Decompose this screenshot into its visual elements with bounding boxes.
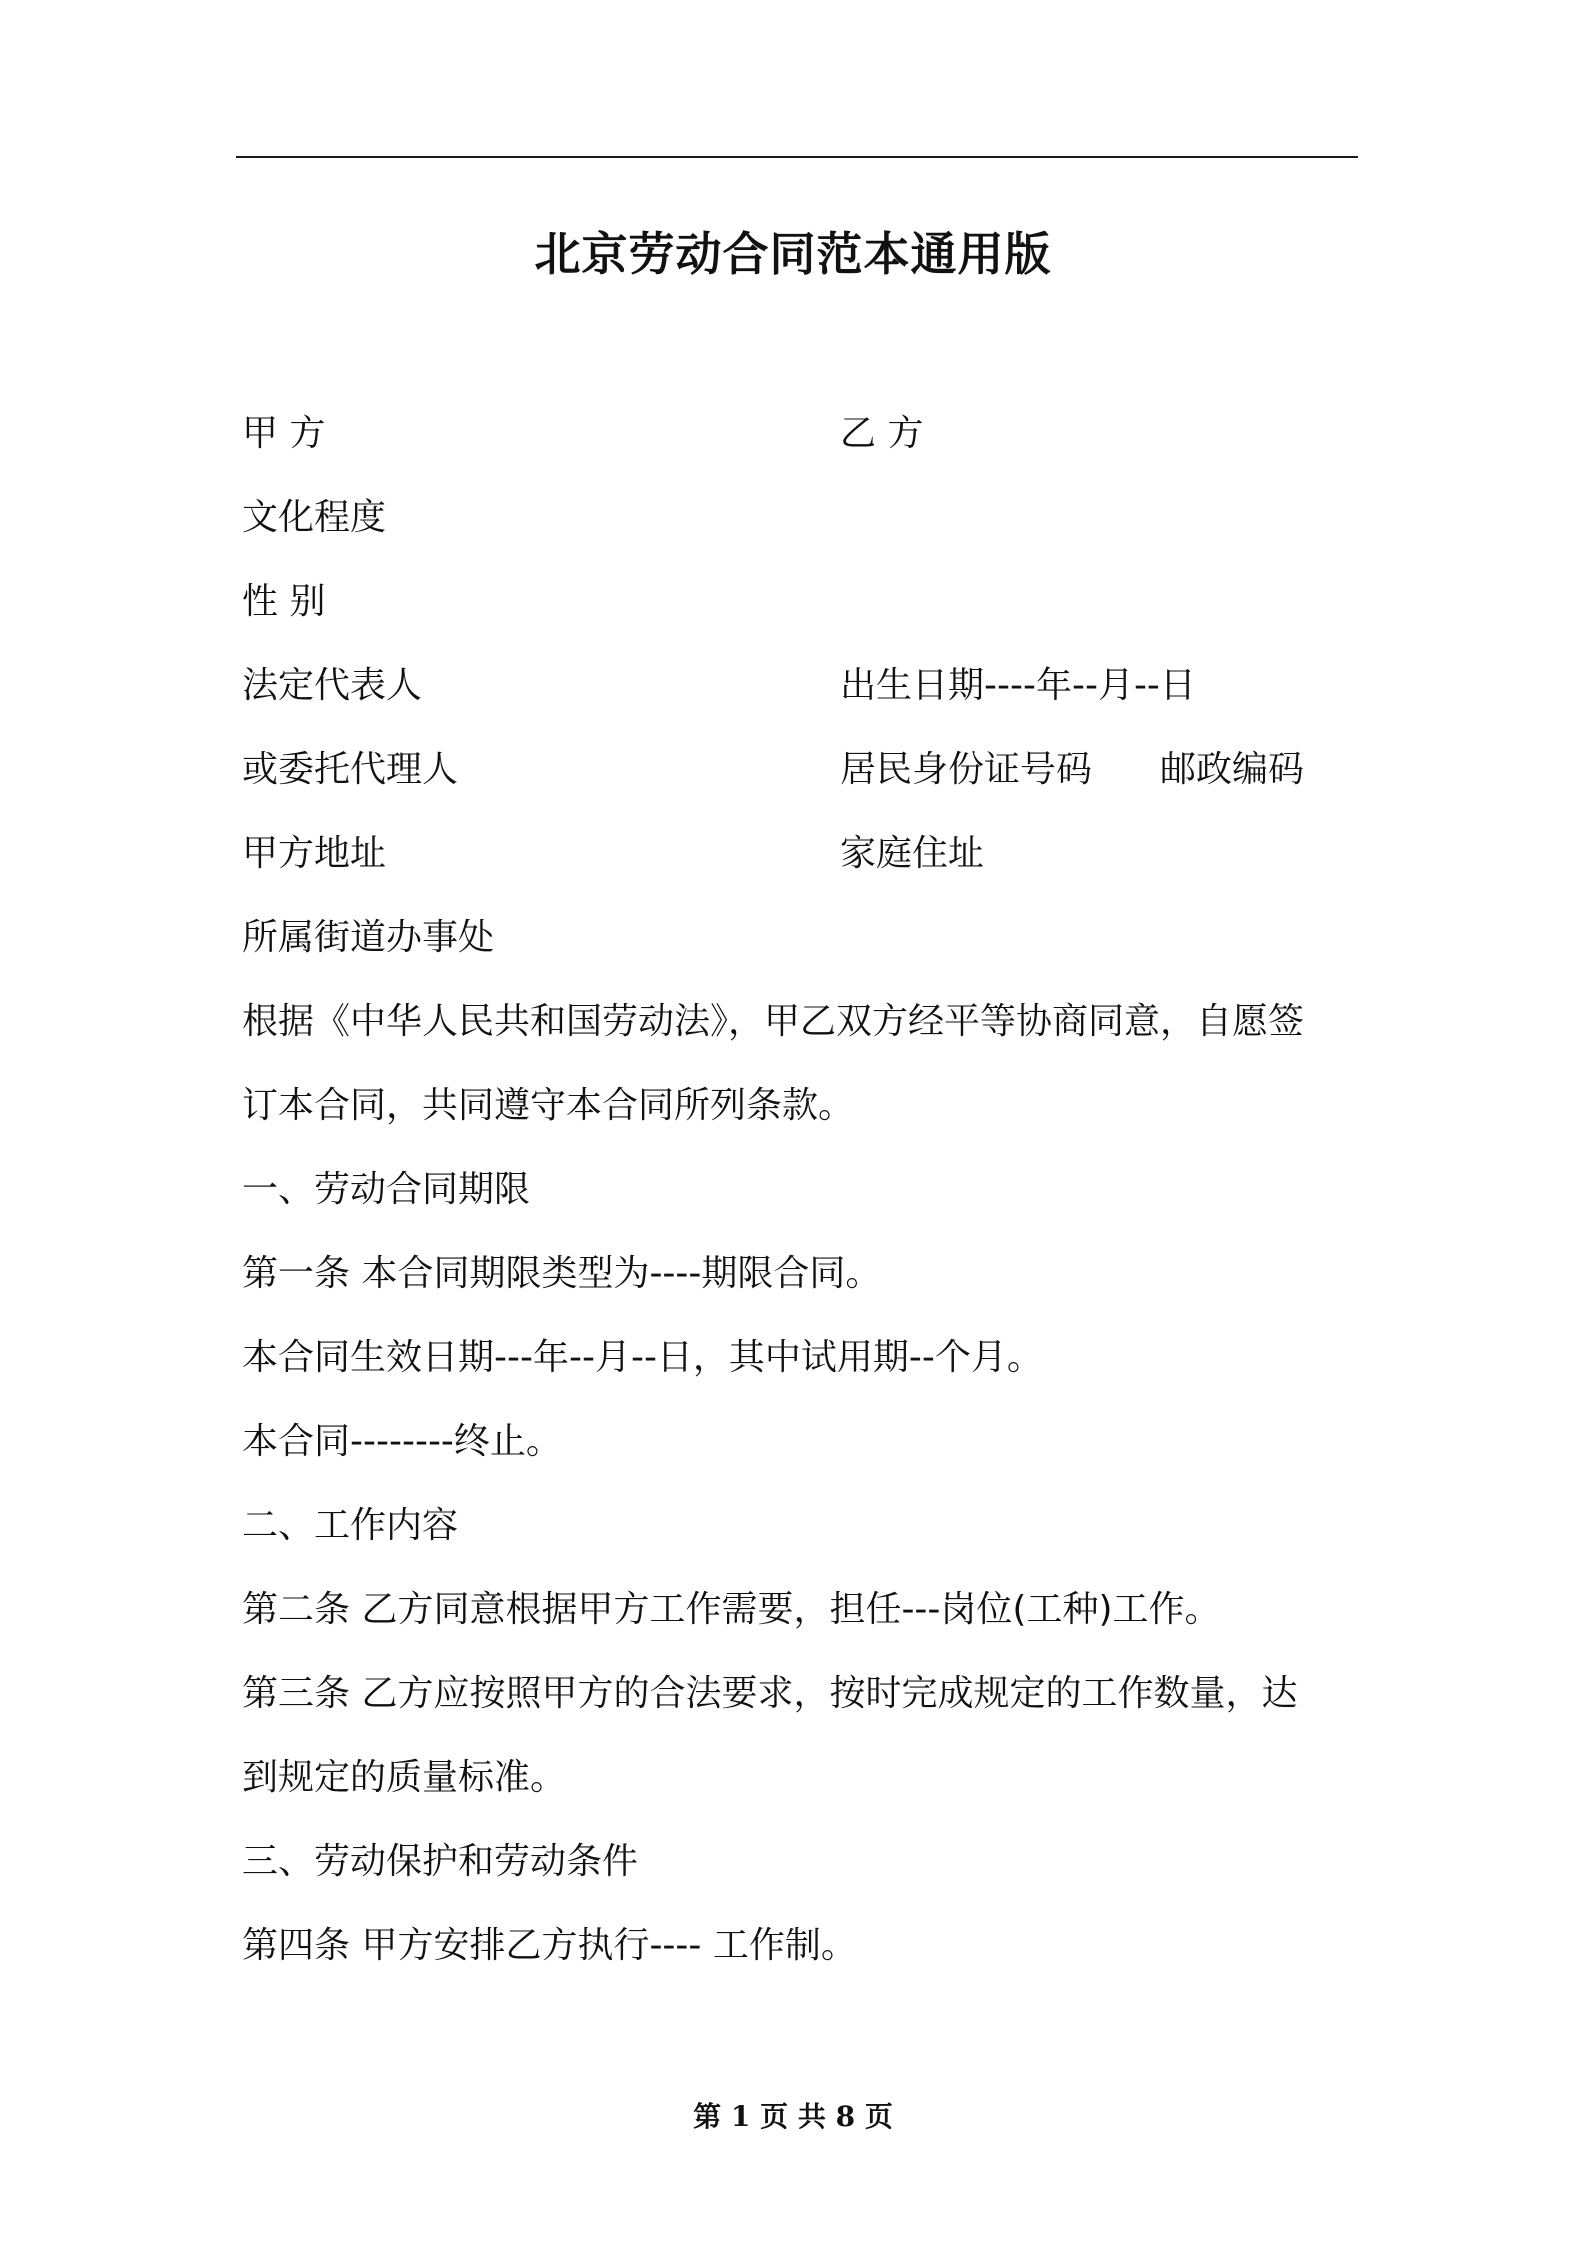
id-number-label: 居民身份证号码	[840, 749, 1093, 790]
party-b-label: 乙 方	[840, 413, 924, 454]
birth-date-label: 出生日期----年--月--日	[840, 665, 1196, 706]
address-row	[242, 830, 985, 878]
party-row	[242, 410, 924, 458]
education-label: 文化程度	[242, 497, 387, 538]
article-3-line-1: 第三条 乙方应按照甲方的合法要求，按时完成规定的工作数量，达	[242, 1673, 1298, 1714]
agent-label: 或委托代理人	[242, 749, 459, 790]
party-a-address-label: 甲方地址	[242, 833, 387, 874]
preamble-line-2: 订本合同，共同遵守本合同所列条款。	[242, 1085, 855, 1126]
article-1-termination: 本合同--------终止。	[242, 1421, 562, 1462]
subdistrict-row	[242, 914, 494, 962]
agent-row	[242, 746, 1305, 794]
party-a-label: 甲 方	[242, 413, 326, 454]
section-heading-work-content: 二、工作内容	[242, 1505, 459, 1546]
page-number-footer: 第 1 页 共 8 页	[693, 2100, 893, 2133]
education-row	[242, 494, 386, 542]
section-heading-term: 一、劳动合同期限	[242, 1169, 531, 1210]
preamble-line-1: 根据《中华人民共和国劳动法》，甲乙双方经平等协商同意，自愿签	[242, 1001, 1305, 1042]
subdistrict-label: 所属街道办事处	[242, 917, 495, 958]
gender-row	[242, 578, 325, 626]
document-title: 北京劳动合同范本通用版	[534, 227, 1052, 281]
article-1: 第一条 本合同期限类型为----期限合同。	[242, 1253, 882, 1294]
postal-code-label: 邮政编码	[1160, 749, 1305, 790]
legal-rep-label: 法定代表人	[242, 665, 423, 706]
article-3-line-2: 到规定的质量标准。	[242, 1757, 567, 1798]
home-address-label: 家庭住址	[840, 833, 985, 874]
article-1-effective-date: 本合同生效日期---年--月--日，其中试用期--个月。	[242, 1337, 1043, 1378]
article-4: 第四条 甲方安排乙方执行---- 工作制。	[242, 1925, 857, 1966]
article-2: 第二条 乙方同意根据甲方工作需要，担任---岗位(工种)工作。	[242, 1589, 1221, 1630]
header-rule	[236, 156, 1358, 158]
section-heading-labor-protection: 三、劳动保护和劳动条件	[242, 1841, 639, 1882]
legal-rep-row	[242, 662, 1196, 710]
gender-label: 性 别	[242, 581, 326, 622]
